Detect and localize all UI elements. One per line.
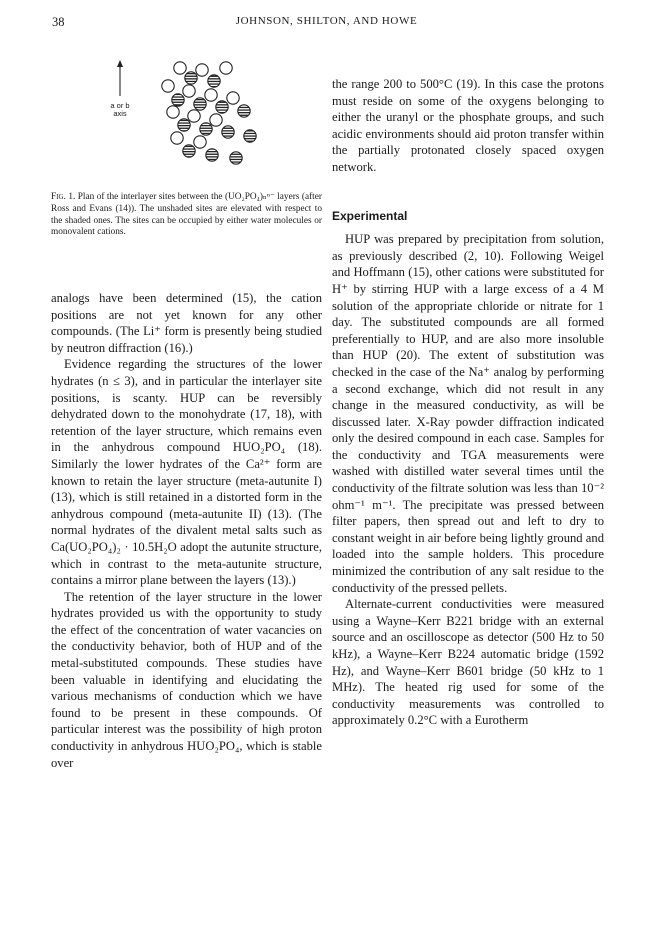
- paragraph: Alternate-current conductivities were measured using a Wayne–Kerr B221 bridge with an external source and an oscilloscope as detector (500 Hz to 50 kHz), a Wayne–Kerr B224 automatic bridge (1592 Hz), and Wayne–Kerr B601 bridge (50 kHz to 1 MHz). The heated rig used for some of the conductivity measurements was controlled to approximately 0.2°C with a Eurotherm: [332, 597, 604, 728]
- unshaded-site: [162, 80, 174, 92]
- shaded-site: [194, 98, 206, 110]
- shaded-site: [244, 130, 256, 142]
- page-number: 38: [52, 15, 65, 29]
- shaded-site: [206, 149, 218, 161]
- paragraph: analogs have been determined (15), the cation positions are not yet known for any other compounds. (The Li⁺ form is presently being studied by neutron diffraction (16).): [51, 291, 322, 355]
- unshaded-site: [183, 85, 195, 97]
- shaded-site: [208, 75, 220, 87]
- unshaded-site: [167, 106, 179, 118]
- section-heading: Experimental: [332, 208, 408, 223]
- paragraph: the range 200 to 500°C (19). In this case the protons must reside on some of the oxygens belonging to either the uranyl or the phosphate groups, and such acidic environments should aid proton transfer within the partially protonated closely spaced oxygen network.: [332, 77, 604, 174]
- shaded-site: [238, 105, 250, 117]
- shaded-site: [200, 123, 212, 135]
- caption-label: Fig. 1.: [51, 192, 76, 202]
- running-head: JOHNSON, SHILTON, AND HOWE: [235, 15, 418, 27]
- shaded-site: [216, 101, 228, 113]
- shaded-site: [178, 119, 190, 131]
- unshaded-site: [205, 89, 217, 101]
- figure-caption: [51, 192, 322, 239]
- interlayer-sites-diagram: [100, 60, 280, 185]
- shaded-site: [172, 94, 184, 106]
- shaded-site: [185, 72, 197, 84]
- shaded-site: [222, 126, 234, 138]
- unshaded-site: [171, 132, 183, 144]
- paragraph: HUP was prepared by precipitation from solution, as previously described (2, 10). Following Weigel and Hoffmann (15), other cations were substituted for H⁺ by stirring HUP with a large excess of a 4 M solution of the appropriate chloride or nitrate for 1 day. The substituted compounds are all formed preferentially to HUP, and are also more insoluble than HUP (20). The extent of substitution was checked in the case of the Na⁺ analog by performing a second exchange, which did not result in any change in the measured conductivity, as will be discussed later. X-Ray powder diffraction indicated only the desired compound in each case. Samples for the conductivity and TGA measurements were washed with distilled water several times until the conductivity of the filtrate solution was less than 10⁻² ohm⁻¹ m⁻¹. The precipitate was pressed between filter papers, then spread out and left to dry to constant weight in air before being lightly ground and loaded into the sample holders. This procedure minimized the contribution of any salt residue to the conductivity of the pressed pellets.: [332, 232, 604, 595]
- caption-text: Plan of the interlayer sites between the (UO₂PO₄)ₙⁿ⁻ layers (after Ross and Evans (14)). The unshaded sites are elevated with respect to the shaded ones. The sites can be occupied by either water molecules or monovalent cations.: [51, 192, 322, 238]
- right-column: [332, 76, 604, 729]
- unshaded-site: [194, 136, 206, 148]
- unshaded-site: [196, 64, 208, 76]
- unshaded-site: [174, 62, 186, 74]
- left-column: [51, 290, 322, 771]
- unshaded-site: [227, 92, 239, 104]
- unshaded-site: [188, 110, 200, 122]
- unshaded-site: [220, 62, 232, 74]
- figure-1: [100, 60, 280, 190]
- shaded-site: [230, 152, 242, 164]
- paragraph: The retention of the layer structure in the lower hydrates provided us with the opportunity to study the effect of the concentration of water vacancies on the conductivity behavior, both of HUP and of the metal-substituted compounds. These studies have been valuable in identifying and elucidating the various mechanisms of conduction which we have found to be present in these compounds. Of particular interest was the possibility of high proton conductivity in anhydrous HUO₂PO₄, which is stable over: [51, 589, 322, 770]
- unshaded-site: [210, 114, 222, 126]
- shaded-site: [183, 145, 195, 157]
- paragraph: Evidence regarding the structures of the lower hydrates (n ≤ 3), and in particular the interlayer site positions, is scanty. HUP can be reversibly dehydrated down to the monohydrate (17, 18), with retention of the layer structure, which remains even in the anhydrous compound HUO₂PO₄ (18). Similarly the lower hydrates of the Ca²⁺ form are known to retain the layer structure (meta-autunite I) (13), which is still retained in a distorted form in the anhydrous compound (meta-autunite II) (13). (The normal hydrates of the divalent metal salts such as Ca(UO₂PO₄)₂ · 10.5H₂O adopt the autunite structure, which in contrast to the meta-autunite structure, contains a mirror plane between the layers (13).): [51, 357, 322, 588]
- axis-arrow-icon: [117, 60, 123, 96]
- axis-label: a or b axis: [110, 101, 130, 118]
